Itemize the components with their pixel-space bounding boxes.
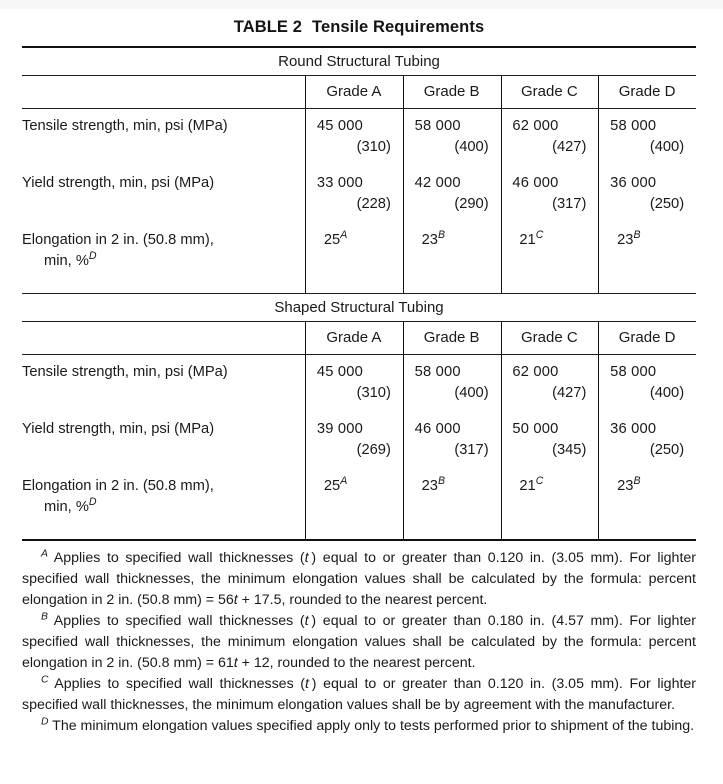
- spacer-label: [22, 526, 305, 539]
- cell-elongation-grade-b-shaped: [403, 469, 501, 526]
- spacer-b: [403, 280, 501, 293]
- table-section-shaped: [22, 294, 696, 541]
- cell-elongation-grade-d-round: [598, 223, 696, 280]
- value-psi: 36 000: [610, 420, 657, 437]
- cell-elongation-grade-a-round: [305, 223, 403, 280]
- section-band-title-round: Round Structural Tubing: [278, 53, 440, 70]
- value-mpa: (310): [356, 385, 391, 401]
- value-mpa: (317): [454, 442, 489, 458]
- row-label-elongation-line2: min, %$^D$: [44, 496, 97, 515]
- row-label-tensile-round: Tensile strength, min, psi (MPa): [22, 117, 228, 134]
- value-psi: 36 000: [610, 174, 657, 191]
- value-mpa: (250): [649, 442, 685, 458]
- footnote-a: $^A$ Applies to specified wall thicknesses (t ) equal to or greater than 0.120 in. (3.05 mm). For lighter specified wall thicknesses, the minimum elongation values shall be calculated by the formula: percent elongation in 2 in. (50.8 mm) = 56t + 17.5, rounded to the nearest percent.: [22, 547, 696, 608]
- row-label-elongation-shaped: [22, 469, 305, 526]
- row-label-tensile-shaped: Tensile strength, min, psi (MPa): [22, 363, 228, 380]
- table-section-round: [22, 48, 696, 294]
- section-band-title-shaped: Shaped Structural Tubing: [274, 298, 444, 316]
- value-mpa: (345): [552, 442, 587, 458]
- value-elongation: 21: [519, 477, 536, 494]
- value-mpa: (290): [454, 196, 489, 213]
- footnote-marker: D: [88, 496, 97, 509]
- section-bottom-spacer-shaped: [22, 526, 696, 539]
- cell-tensile-grade-b-round: [403, 109, 501, 166]
- footnote-marker: B: [633, 474, 641, 487]
- value-mpa: (400): [454, 139, 489, 156]
- header-cell-grade-a-round: Grade A: [305, 76, 403, 108]
- footnote-marker: A: [340, 474, 348, 487]
- cell-elongation-grade-c-shaped: [501, 469, 599, 526]
- value-elongation: 23: [421, 231, 438, 248]
- value-mpa: (400): [454, 385, 489, 401]
- cell-elongation-grade-d-shaped: [598, 469, 696, 526]
- row-label-elongation-line1: Elongation in 2 in. (50.8 mm),: [22, 477, 214, 494]
- row-label-yield-shaped: Yield strength, min, psi (MPa): [22, 420, 215, 437]
- footnote-d: $^D$ The minimum elongation values specified apply only to tests performed prior to shipment of the tubing.: [41, 715, 695, 734]
- cell-elongation-grade-a-shaped: [305, 469, 403, 526]
- cell-tensile-grade-d-round: [598, 109, 696, 166]
- row-label-yield-round: Yield strength, min, psi (MPa): [22, 174, 215, 191]
- header-cell-grade-d-shaped: Grade D: [598, 322, 696, 354]
- value-elongation: 25: [323, 477, 341, 494]
- header-cell-grade-a-shaped: Grade A: [305, 322, 403, 354]
- footnote-marker: B: [41, 610, 48, 622]
- column-header-row-shaped: [22, 322, 696, 354]
- data-rows-round: [22, 109, 696, 280]
- row-label-elongation-line1: Elongation in 2 in. (50.8 mm),: [22, 231, 214, 248]
- spacer-c: [501, 280, 599, 293]
- cell-elongation-grade-b-round: [403, 223, 501, 280]
- footnote-marker: A: [41, 547, 48, 559]
- header-cell-grade-b-shaped: Grade B: [403, 322, 501, 354]
- value-psi: 58 000: [610, 117, 657, 134]
- table-number: TABLE 2: [233, 18, 302, 36]
- header-cell-grade-b-round: Grade B: [403, 76, 501, 108]
- footnote-marker: D: [41, 715, 49, 727]
- value-mpa: (310): [356, 139, 391, 156]
- page-title: [22, 18, 696, 46]
- header-cell-blank-round: [22, 76, 305, 108]
- cell-tensile-grade-a-shaped: [305, 355, 403, 412]
- header-cell-blank-shaped: [22, 322, 305, 354]
- footnote-marker: A: [340, 228, 348, 241]
- header-cell-grade-c-round: Grade C: [501, 76, 599, 108]
- value-mpa: (400): [649, 139, 685, 156]
- cell-elongation-grade-c-round: [501, 223, 599, 280]
- value-elongation: 25: [323, 231, 341, 248]
- value-psi: 46 000: [512, 174, 559, 191]
- cell-yield-grade-c-shaped: [501, 412, 599, 469]
- cell-tensile-grade-a-round: [305, 109, 403, 166]
- cell-yield-grade-b-round: [403, 166, 501, 223]
- cell-yield-grade-a-round: [305, 166, 403, 223]
- spacer-a: [305, 526, 403, 539]
- value-psi: 58 000: [414, 117, 461, 134]
- cell-yield-grade-d-round: [598, 166, 696, 223]
- footnote-marker: C: [535, 228, 544, 241]
- value-mpa: (250): [649, 196, 685, 213]
- cell-yield-grade-b-shaped: [403, 412, 501, 469]
- value-mpa: (228): [356, 196, 391, 213]
- spacer-label: [22, 280, 305, 293]
- value-mpa: (400): [649, 385, 685, 401]
- value-psi: 39 000: [316, 420, 363, 437]
- value-psi: 45 000: [316, 363, 363, 380]
- row-label-elongation-line2: min, %$^D$: [44, 250, 97, 270]
- row-label-elongation-round: [22, 223, 305, 280]
- cell-yield-grade-c-round: [501, 166, 599, 223]
- tensile-requirements-table: [22, 18, 696, 737]
- footnote-marker: D: [88, 250, 97, 263]
- value-psi: 42 000: [414, 174, 461, 191]
- footnote-marker: C: [41, 673, 49, 685]
- value-mpa: (427): [552, 139, 587, 156]
- data-rows-shaped: [22, 355, 696, 526]
- value-psi: 58 000: [610, 363, 657, 380]
- cell-tensile-grade-c-shaped: [501, 355, 599, 412]
- footnote-marker: B: [437, 228, 446, 241]
- page-top-strip: [0, 0, 723, 9]
- section-bottom-spacer-round: [22, 280, 696, 293]
- footnote-b: $^B$ Applies to specified wall thicknesses (t ) equal to or greater than 0.180 in. (4.57 mm). For lighter specified wall thicknesses, the minimum elongation values shall be calculated by the formula: percent elongation in 2 in. (50.8 mm) = 61t + 12, rounded to the nearest percent.: [22, 610, 696, 671]
- spacer-d: [598, 280, 696, 293]
- value-elongation: 23: [421, 477, 438, 494]
- spacer-d: [598, 526, 696, 539]
- value-elongation: 21: [519, 231, 536, 248]
- header-cell-grade-c-shaped: Grade C: [501, 322, 599, 354]
- value-elongation: 23: [617, 231, 634, 248]
- value-psi: 58 000: [414, 363, 461, 380]
- cell-tensile-grade-d-shaped: [598, 355, 696, 412]
- cell-yield-grade-d-shaped: [598, 412, 696, 469]
- column-header-row-round: [22, 76, 696, 108]
- spacer-a: [305, 280, 403, 293]
- value-mpa: (317): [552, 196, 587, 213]
- footnote-c: $^C$ Applies to specified wall thicknesses (t ) equal to or greater than 0.120 in. (3.05 mm). For lighter specified wall thicknesses, the minimum elongation values shall be by agreement with the manufacturer.: [22, 673, 697, 713]
- value-psi: 50 000: [512, 420, 559, 437]
- cell-tensile-grade-b-shaped: [403, 355, 501, 412]
- footnote-marker: B: [633, 228, 641, 241]
- value-psi: 62 000: [512, 363, 559, 380]
- value-psi: 62 000: [512, 117, 559, 134]
- cell-tensile-grade-c-round: [501, 109, 599, 166]
- spacer-b: [403, 526, 501, 539]
- spacer-c: [501, 526, 599, 539]
- cell-yield-grade-a-shaped: [305, 412, 403, 469]
- footnote-marker: B: [437, 474, 446, 487]
- value-psi: 46 000: [414, 420, 461, 437]
- value-psi: 45 000: [316, 117, 363, 134]
- value-elongation: 23: [617, 477, 634, 494]
- header-cell-grade-d-round: Grade D: [598, 76, 696, 108]
- value-psi: 33 000: [316, 174, 363, 191]
- footnote-marker: C: [535, 474, 544, 487]
- table-name: Tensile Requirements: [311, 18, 485, 36]
- value-mpa: (427): [552, 385, 587, 401]
- footnotes-block: [22, 541, 696, 737]
- value-mpa: (269): [356, 442, 391, 458]
